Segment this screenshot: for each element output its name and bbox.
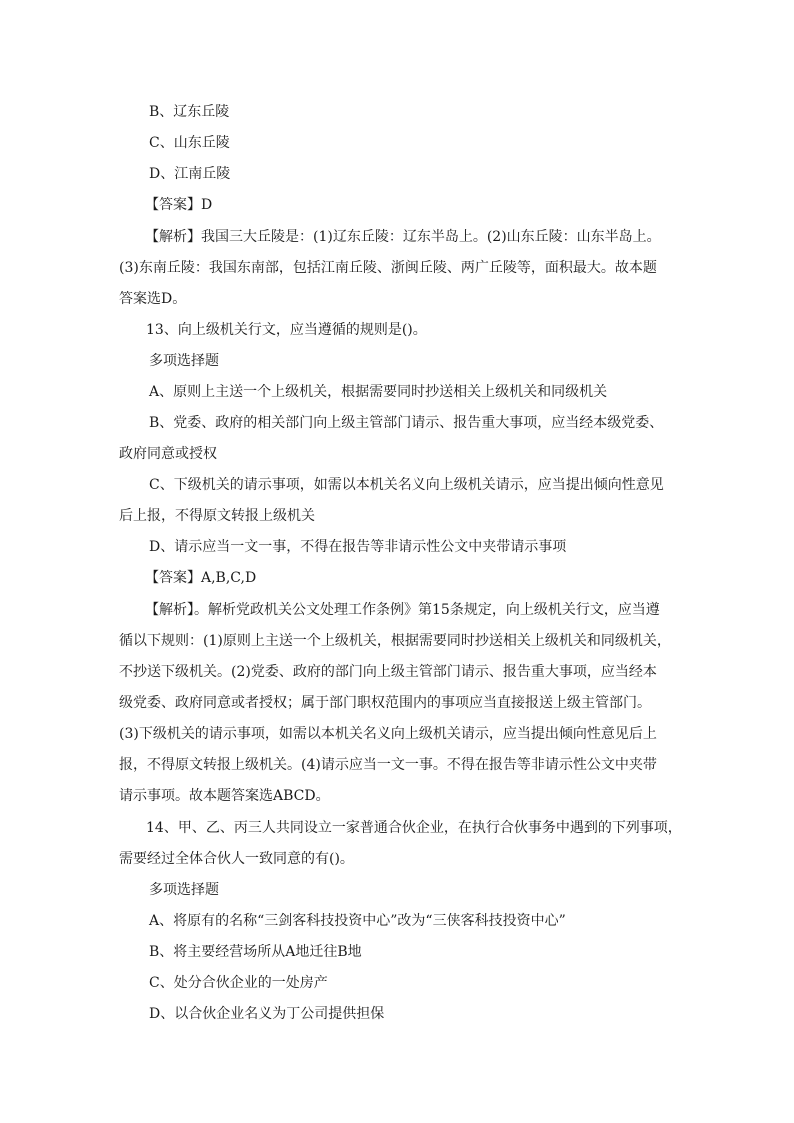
q13-option-b-line-2: 政府同意或授权 [119,446,217,462]
q14-question-line-2: 需要经过全体合伙人一致同意的有()。 [119,851,354,867]
q13-analysis-line-2: 循以下规则：(1)原则上主送一个上级机关，根据需要同时抄送相关上级机关和同级机关， [119,633,671,649]
q12-analysis-line-3: 答案选D。 [119,291,187,307]
q13-option-d: D、请示应当一文一事，不得在报告等非请示性公文中夹带请示事项 [149,539,567,555]
q13-analysis-line-5: (3)下级机关的请示事项，如需以本机关名义向上级机关请示，应当提出倾向性意见后上 [119,726,657,742]
q13-analysis-line-1: 【解析】。解析党政机关公文处理工作条例》第15条规定，向上级机关行文，应当遵 [145,602,660,618]
q13-analysis-line-3: 不抄送下级机关。(2)党委、政府的部门向上级主管部门请示、报告重大事项，应当经本 [119,664,657,680]
q14-type: 多项选择题 [149,882,219,898]
q12-answer: 【答案】D [145,197,213,213]
q13-question: 13、向上级机关行文，应当遵循的规则是()。 [146,322,427,338]
q14-question-line-1: 14、甲、乙、丙三人共同设立一家普通合伙企业，在执行合伙事务中遇到的下列事项， [146,820,682,836]
q13-type: 多项选择题 [149,353,219,369]
q13-option-b-line-1: B、党委、政府的相关部门向上级主管部门请示、报告重大事项，应当经本级党委、 [149,415,664,431]
q13-answer: 【答案】A,B,C,D [145,570,257,586]
q13-option-a: A、原则上主送一个上级机关，根据需要同时抄送相关上级机关和同级机关 [149,384,608,400]
q13-analysis-line-4: 级党委、政府同意或者授权；属于部门职权范围内的事项应当直接报送上级主管部门。 [119,695,651,711]
q14-option-b: B、将主要经营场所从A地迁往B地 [149,944,362,960]
q13-analysis-line-7: 请示事项。故本题答案选ABCD。 [119,788,330,804]
q13-option-c-line-2: 后上报，不得原文转报上级机关 [119,508,315,524]
q14-option-c: C、处分合伙企业的一处房产 [149,975,328,991]
q12-analysis-line-1: 【解析】我国三大丘陵是：(1)辽东丘陵：辽东半岛上。(2)山东丘陵：山东半岛上。 [145,229,661,245]
q12-option-b: B、辽东丘陵 [149,104,230,120]
q12-analysis-line-2: (3)东南丘陵：我国东南部，包括江南丘陵、浙闽丘陵、两广丘陵等，面积最大。故本题 [119,260,657,276]
q14-option-d: D、以合伙企业名义为丁公司提供担保 [149,1006,385,1022]
q12-option-c: C、山东丘陵 [149,135,230,151]
q13-analysis-line-6: 报，不得原文转报上级机关。(4)请示应当一文一事。不得在报告等非请示性公文中夹带 [119,757,657,773]
q13-option-c-line-1: C、下级机关的请示事项，如需以本机关名义向上级机关请示，应当提出倾向性意见 [149,477,664,493]
q14-option-a: A、将原有的名称“三剑客科技投资中心”改为“三侠客科技投资中心” [149,913,566,929]
q12-option-d: D、江南丘陵 [149,166,231,182]
